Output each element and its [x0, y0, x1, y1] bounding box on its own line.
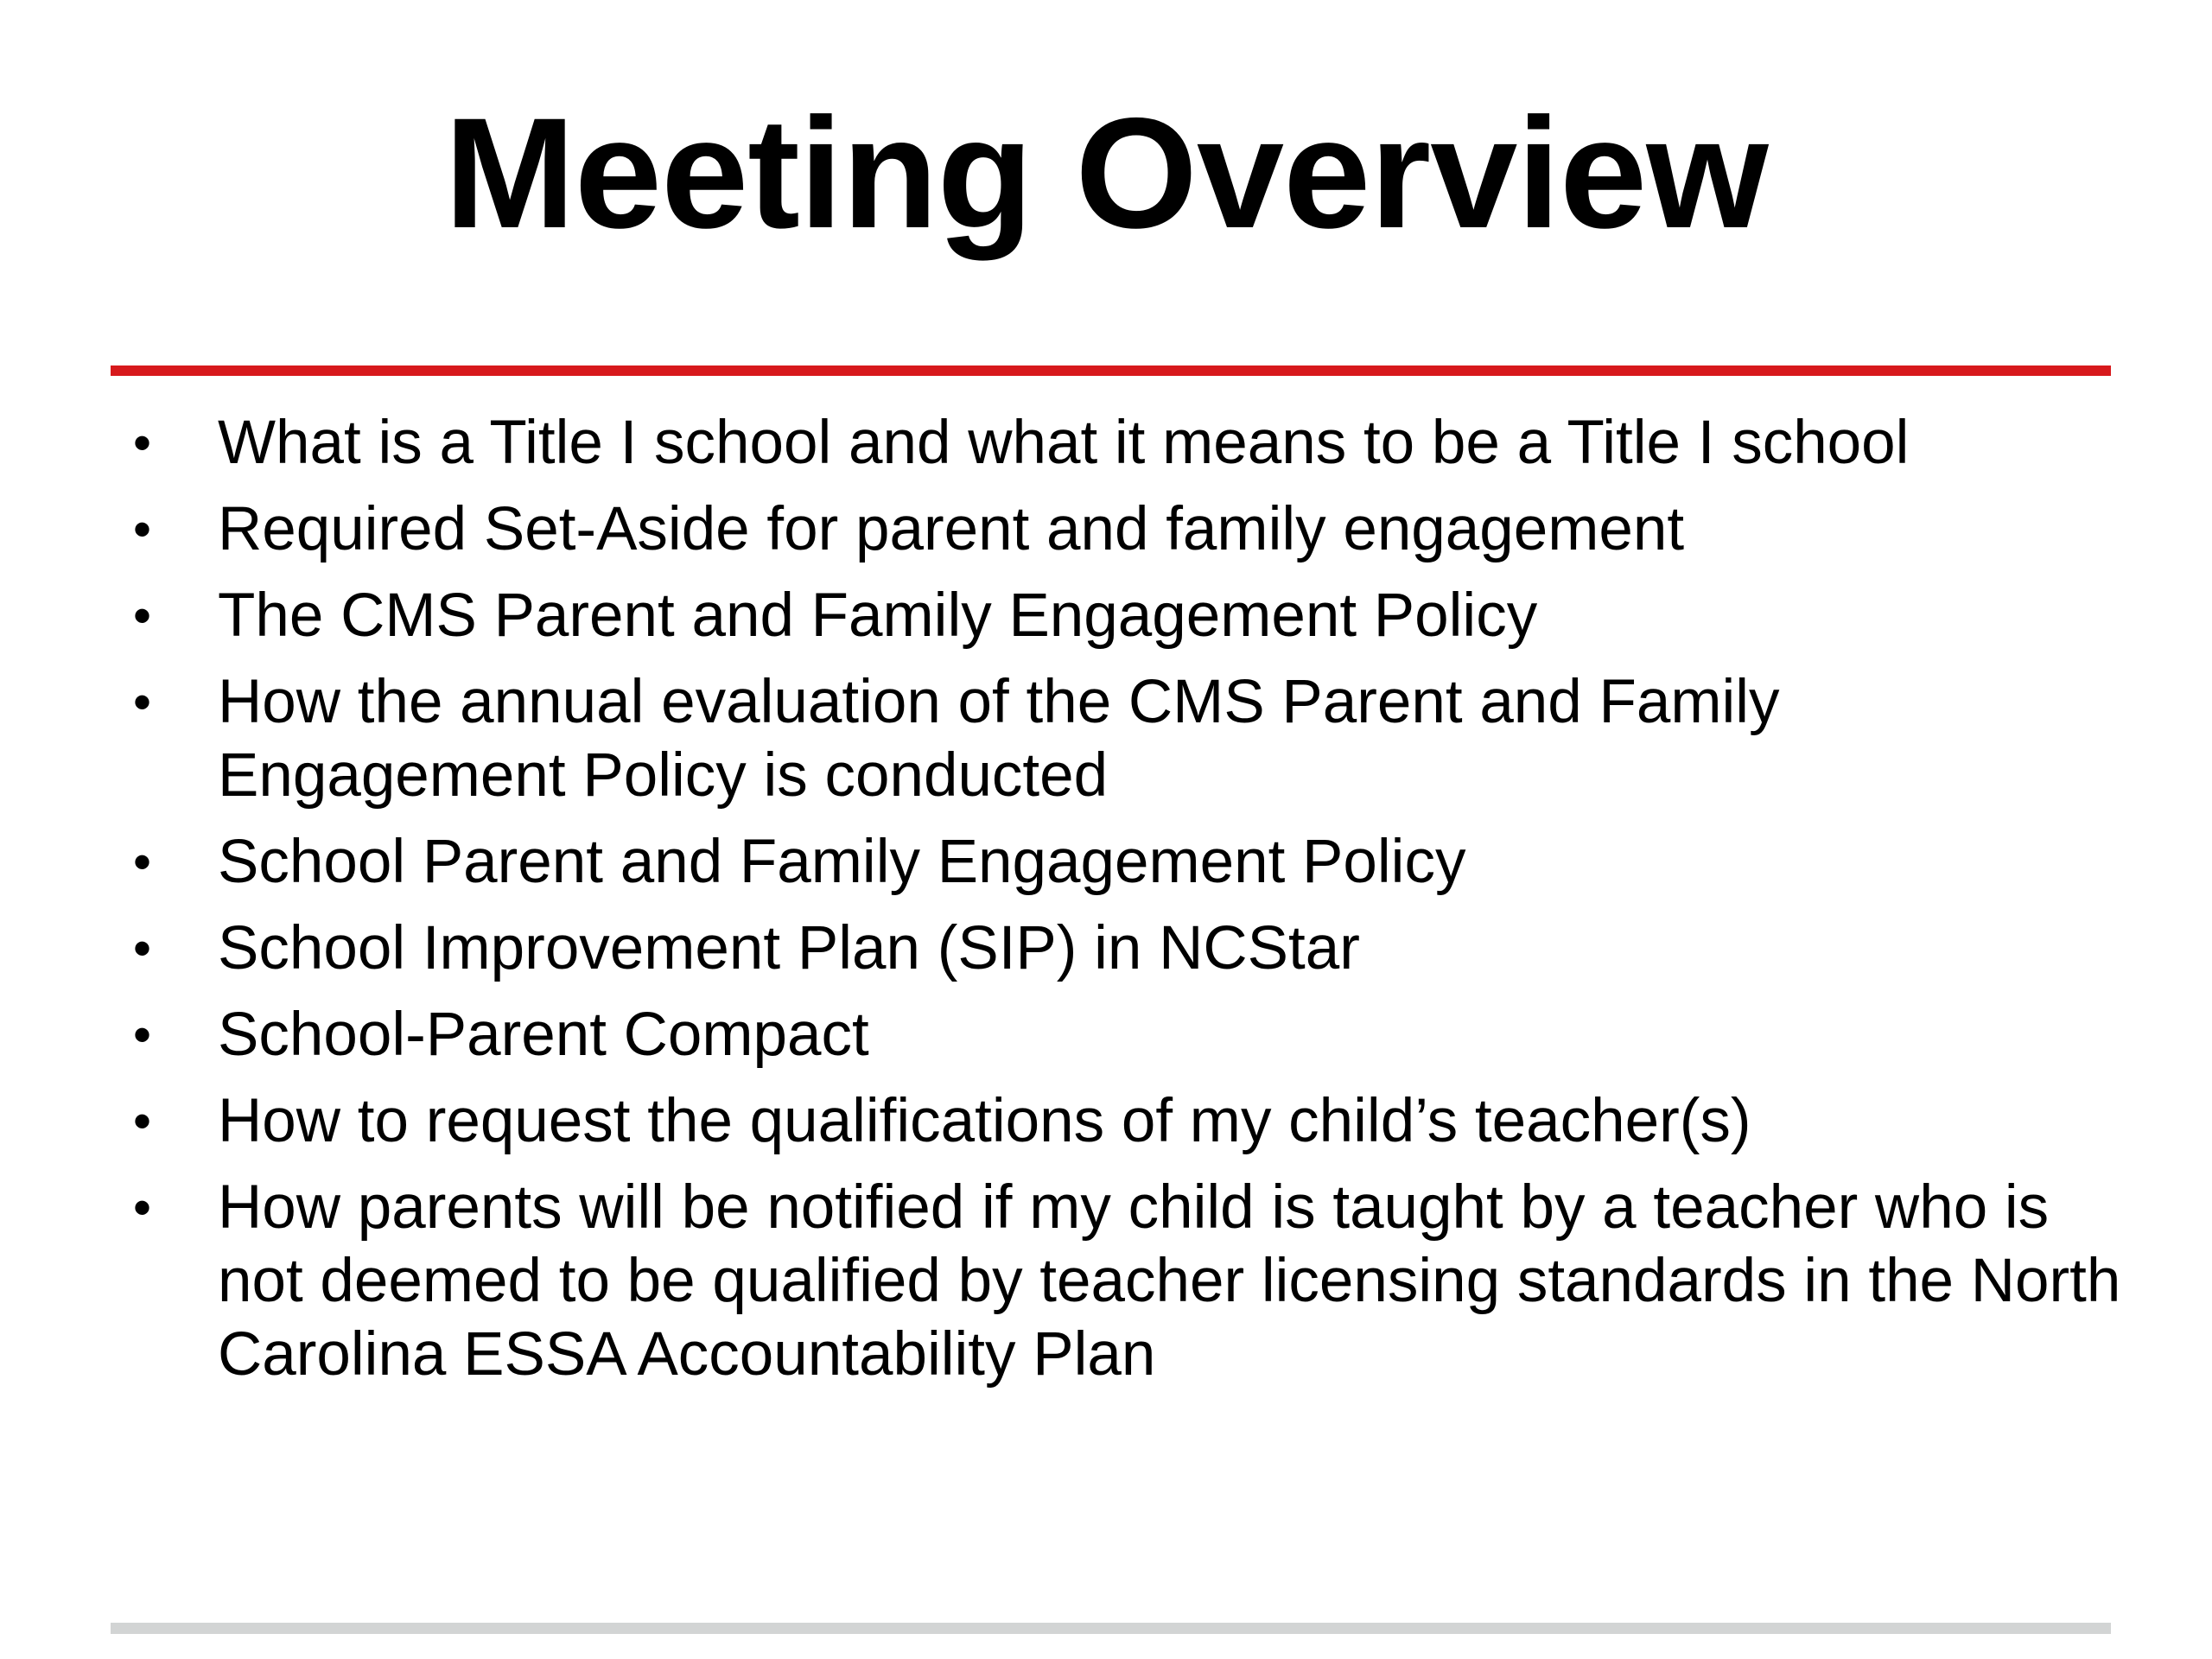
slide-title: Meeting Overview: [444, 85, 1768, 261]
bullet-item: [0, 998, 2212, 1071]
bullet-item: [0, 1084, 2212, 1158]
bullet-item: [0, 1171, 2212, 1391]
bullet-icon: •: [133, 414, 152, 472]
bullet-item: [0, 493, 2212, 566]
bullet-text: School-Parent Compact: [218, 1001, 869, 1069]
bullet-item: [0, 825, 2212, 899]
bullet-text: School Improvement Plan (SIP) in NCStar: [218, 914, 1360, 982]
bullet-text: What is a Title I school and what it means to be a Title I school: [218, 409, 1910, 477]
bullet-text: School Parent and Family Engagement Policy: [218, 828, 1466, 896]
bullet-text: The CMS Parent and Family Engagement Policy: [218, 582, 1538, 650]
bullet-icon: •: [133, 500, 152, 558]
title-divider: [111, 365, 2111, 376]
bullet-item: [0, 406, 2212, 480]
bullet-list: [0, 406, 2212, 1404]
bullet-text: How parents will be notified if my child is taught by a teacher who is not deemed to be qualified by teacher licensing standards in the North Carolina ESSA Accountability Plan: [218, 1173, 2121, 1389]
bullet-icon: •: [133, 587, 152, 645]
bullet-item: [0, 579, 2212, 652]
bullet-text: How the annual evaluation of the CMS Parent and Family Engagement Policy is conducted: [218, 668, 1780, 810]
bullet-icon: •: [133, 673, 152, 731]
bullet-icon: •: [133, 919, 152, 977]
bullet-icon: •: [133, 1006, 152, 1064]
bullet-icon: •: [133, 1179, 152, 1236]
bullet-icon: •: [133, 833, 152, 891]
bullet-text: Required Set-Aside for parent and family engagement: [218, 495, 1685, 563]
bullet-icon: •: [133, 1092, 152, 1150]
bullet-item: [0, 912, 2212, 985]
footer-divider: [111, 1623, 2111, 1634]
bullet-text: How to request the qualifications of my child’s teacher(s): [218, 1087, 1751, 1155]
bullet-item: [0, 665, 2212, 812]
